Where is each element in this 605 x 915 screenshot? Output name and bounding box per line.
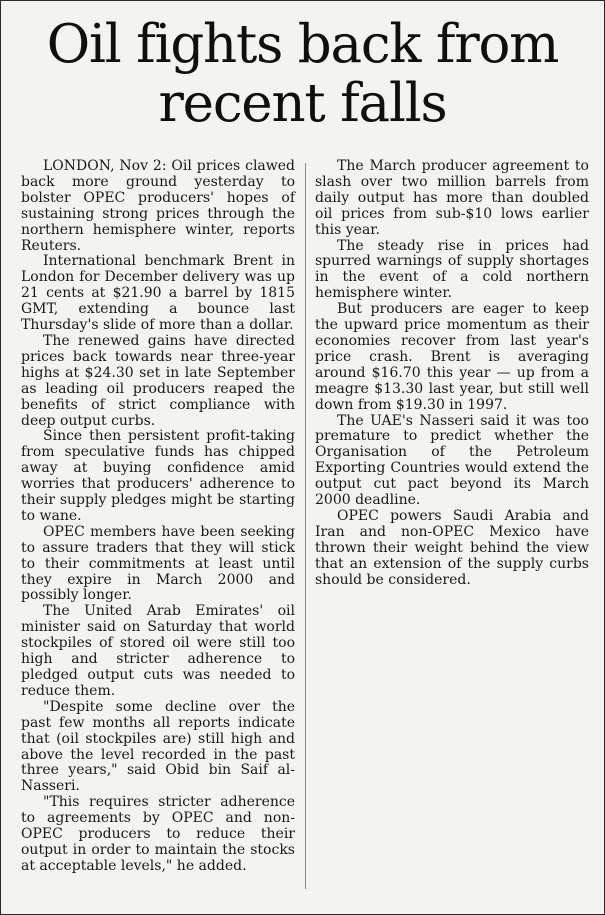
headline-line-2: recent falls	[158, 73, 447, 134]
paragraph-7: "Despite some decline over the past few months all reports indicate that (oil stockpiles are) still high and above the level recorded in the past three years," said Obid bin Saif al-Nasseri.	[21, 698, 295, 795]
article-body	[21, 159, 589, 904]
paragraph-3: The renewed gains have directed prices back towards near three-year highs at $24.30 set in late September as leading oil producers reaped the benefits of strict compliance with deep output curbs.	[21, 332, 295, 429]
paragraph-1: LONDON, Nov 2: Oil prices clawed back more ground yesterday to bolster OPEC producers' hopes of sustaining strong prices through the northern hemisphere winter, reports Reuters.	[21, 158, 295, 254]
paragraph-11: But producers are eager to keep the upward price momentum as their economies recover from last year's price crash. Brent is averaging around $16.70 this year — up from a meagre $13.30 last year, but still well down from $19.30 in 1997.	[315, 301, 589, 413]
paragraph-13: OPEC powers Saudi Arabia and Iran and non-OPEC Mexico have thrown their weight behind the view that an extension of the supply curbs should be considered.	[315, 507, 589, 588]
headline	[1, 1, 604, 133]
paragraph-12: The UAE's Nasseri said it was too premature to predict whether the Organisation of the Petroleum Exporting Countries would extend the output cut pact beyond its March 2000 deadline.	[315, 412, 589, 509]
paragraph-10: The steady rise in prices had spurred warnings of supply shortages in the event of a cold northern hemisphere winter.	[315, 237, 589, 302]
paragraph-5: OPEC members have been seeking to assure traders that they will stick to their commitments at least until they expire in March 2000 and possibly longer.	[21, 523, 295, 604]
paragraph-4: Since then persistent profit-taking from speculative funds has chipped away at buying confidence amid worries that producers' adherence to their supply pledges might be starting to wane.	[21, 428, 295, 524]
paragraph-6: The United Arab Emirates' oil minister said on Saturday that world stockpiles of stored oil were still too high and stricter adherence to pledged output cuts was needed to reduce them.	[21, 603, 295, 699]
paragraph-2: International benchmark Brent in London for December delivery was up 21 cents at $21.90 a barrel by 1815 GMT, extending a bounce last Thursday's slide of more than a dollar.	[21, 253, 295, 334]
headline-line-1: Oil fights back from	[46, 14, 559, 75]
paragraph-8: "This requires stricter adherence to agreements by OPEC and non-OPEC producers to reduce their output in order to maintain the stocks at acceptable levels," he added.	[21, 794, 295, 874]
paragraph-9: The March producer agreement to slash over two million barrels from daily output has more than doubled oil prices from sub-$10 lows earlier this year.	[315, 158, 589, 238]
